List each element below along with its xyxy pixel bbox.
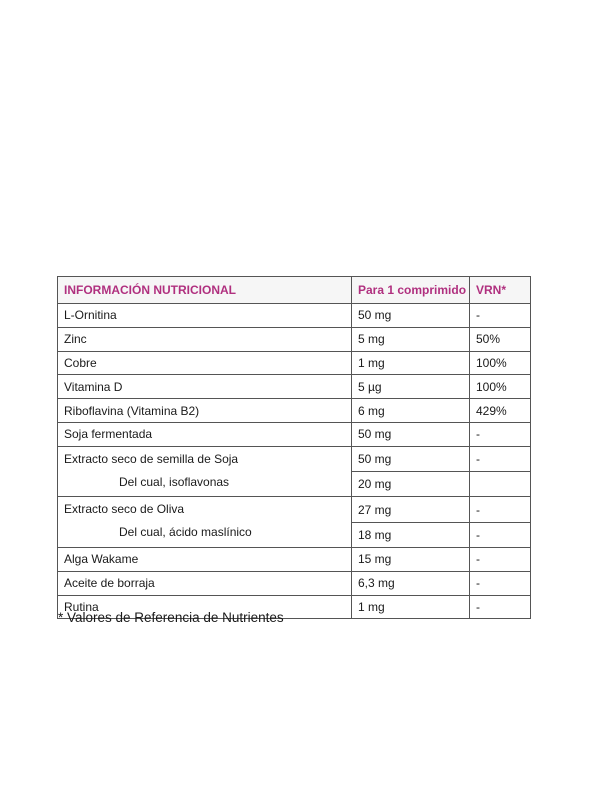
nutrient-amount: 50 mg bbox=[352, 422, 470, 446]
nutrient-amount: 1 mg bbox=[352, 595, 470, 619]
table-row bbox=[58, 351, 531, 375]
nutrient-name: Extracto seco de Oliva bbox=[64, 502, 185, 517]
nutrient-vrn: - bbox=[470, 547, 531, 571]
nutrient-name: Extracto seco de semilla de Soja bbox=[64, 451, 239, 466]
table-row bbox=[58, 399, 531, 423]
nutrient-subname: Del cual, ácido maslínico bbox=[119, 525, 252, 540]
nutrient-vrn bbox=[470, 472, 531, 497]
nutrient-vrn: 50% bbox=[470, 327, 531, 351]
header-nutrition-info: INFORMACIÓN NUTRICIONAL bbox=[58, 277, 352, 304]
nutrient-amount: 20 mg bbox=[352, 472, 470, 497]
table-row bbox=[58, 446, 531, 471]
header-vrn: VRN* bbox=[470, 277, 531, 304]
nutrient-subname: Del cual, isoflavonas bbox=[119, 474, 230, 489]
nutrient-name: L-Ornitina bbox=[58, 304, 352, 328]
nutrient-name: Alga Wakame bbox=[58, 547, 352, 571]
table-row bbox=[58, 547, 531, 571]
nutrient-name-group bbox=[58, 497, 352, 548]
nutrient-vrn: 429% bbox=[470, 399, 531, 423]
nutrition-table bbox=[57, 276, 531, 619]
nutrient-name: Zinc bbox=[58, 327, 352, 351]
nutrient-vrn: - bbox=[470, 446, 531, 471]
nutrient-amount: 6,3 mg bbox=[352, 571, 470, 595]
nutrient-vrn: - bbox=[470, 304, 531, 328]
table-row bbox=[58, 497, 531, 522]
table-row bbox=[58, 375, 531, 399]
nutrient-vrn: - bbox=[470, 522, 531, 547]
nutrient-name: Aceite de borraja bbox=[58, 571, 352, 595]
nutrient-amount: 5 µg bbox=[352, 375, 470, 399]
nutrient-amount: 15 mg bbox=[352, 547, 470, 571]
nutrient-vrn: - bbox=[470, 571, 531, 595]
nutrient-amount: 27 mg bbox=[352, 497, 470, 522]
nutrient-amount: 50 mg bbox=[352, 446, 470, 471]
nutrient-amount: 5 mg bbox=[352, 327, 470, 351]
table-row bbox=[58, 571, 531, 595]
nutrient-vrn: 100% bbox=[470, 351, 531, 375]
nutrient-name: Rutina bbox=[58, 595, 352, 619]
nutrient-vrn: - bbox=[470, 595, 531, 619]
nutrient-amount: 1 mg bbox=[352, 351, 470, 375]
nutrient-vrn: - bbox=[470, 422, 531, 446]
nutrient-vrn: - bbox=[470, 497, 531, 522]
nutrient-name: Riboflavina (Vitamina B2) bbox=[58, 399, 352, 423]
table-row bbox=[58, 422, 531, 446]
table-row bbox=[58, 327, 531, 351]
nutrient-amount: 6 mg bbox=[352, 399, 470, 423]
nutrient-name: Soja fermentada bbox=[58, 422, 352, 446]
nutrient-vrn: 100% bbox=[470, 375, 531, 399]
table-row bbox=[58, 304, 531, 328]
header-per-tablet: Para 1 comprimido bbox=[352, 277, 470, 304]
nutrient-name: Cobre bbox=[58, 351, 352, 375]
nutrient-name: Vitamina D bbox=[58, 375, 352, 399]
nutrient-name-group bbox=[58, 446, 352, 497]
nutrient-amount: 50 mg bbox=[352, 304, 470, 328]
nutrient-amount: 18 mg bbox=[352, 522, 470, 547]
table-header-row bbox=[58, 277, 531, 304]
footnote: * Valores de Referencia de Nutrientes bbox=[58, 610, 284, 625]
